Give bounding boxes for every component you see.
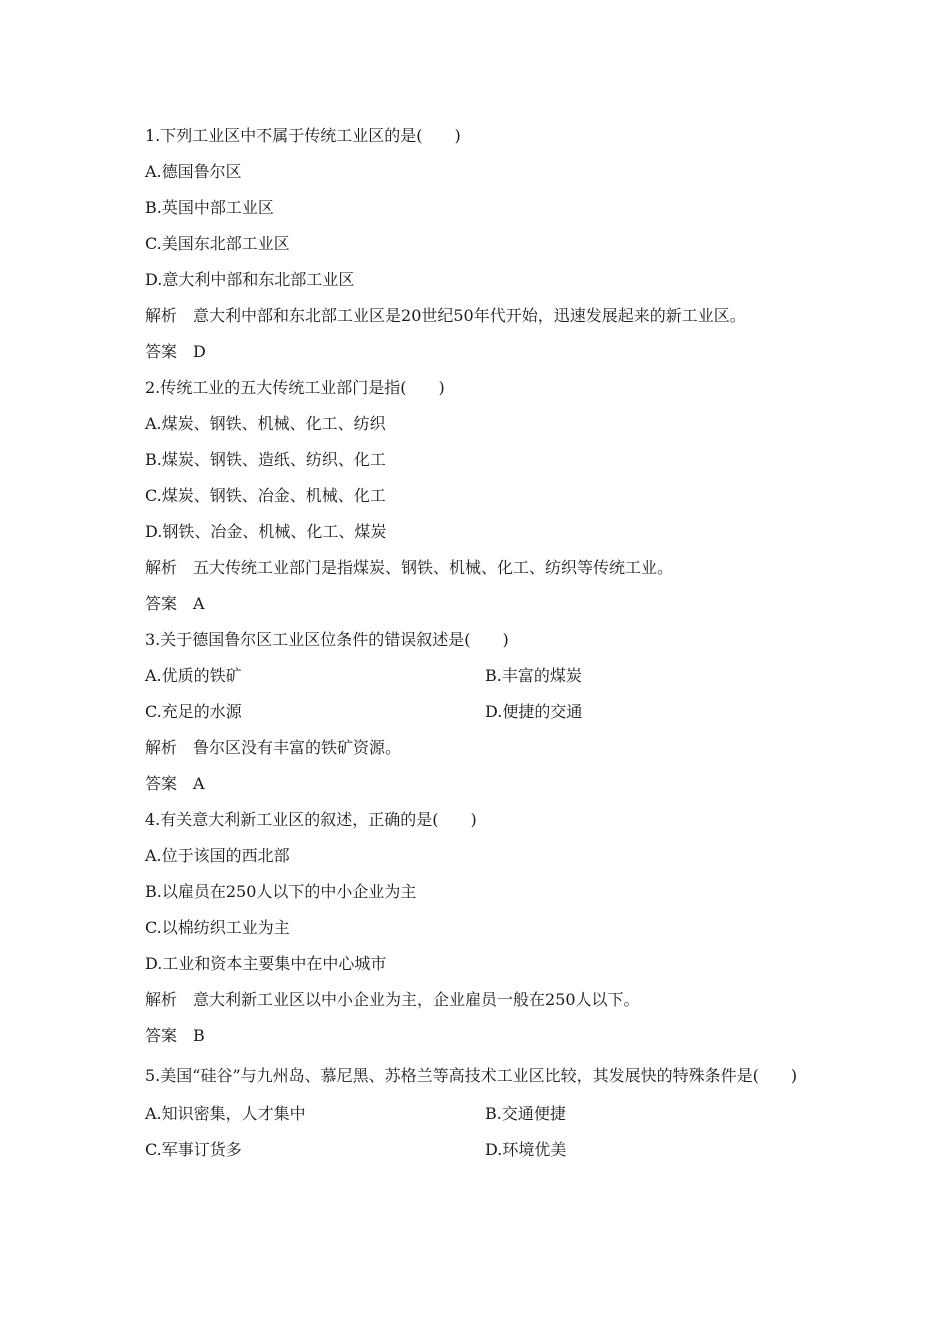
question-5-option-d: D.环境优美 (485, 1140, 567, 1159)
question-5-stem: 5.美国“硅谷”与九州岛、慕尼黑、苏格兰等高技术工业区比较，其发展快的特殊条件是( ) (145, 1066, 798, 1085)
question-3-stem: 3.关于德国鲁尔区工业区位条件的错误叙述是( ) (145, 630, 509, 649)
answer-label: 答案 (145, 1026, 178, 1045)
analysis-label: 解析 (145, 306, 178, 325)
analysis-label: 解析 (145, 990, 178, 1009)
analysis-text: 鲁尔区没有丰富的铁矿资源。 (193, 738, 402, 757)
answer-label: 答案 (145, 594, 178, 613)
question-2-option-c: C.煤炭、钢铁、冶金、机械、化工 (145, 486, 386, 505)
question-4-option-d: D.工业和资本主要集中在中心城市 (145, 954, 387, 973)
question-2-answer (145, 590, 825, 626)
question-1-answer (145, 338, 825, 374)
question-1-option-d: D.意大利中部和东北部工业区 (145, 270, 355, 289)
answer-label: 答案 (145, 342, 178, 361)
question-5-option-b: B.交通便捷 (485, 1104, 566, 1123)
analysis-text: 五大传统工业部门是指煤炭、钢铁、机械、化工、纺织等传统工业。 (193, 558, 674, 577)
question-4-option-a: A.位于该国的西北部 (145, 846, 290, 865)
question-4-answer (145, 1022, 825, 1058)
question-3-option-c: C.充足的水源 (145, 702, 242, 721)
analysis-text: 意大利新工业区以中小企业为主，企业雇员一般在250人以下。 (193, 990, 640, 1009)
question-3-answer (145, 770, 825, 806)
question-1-option-c: C.美国东北部工业区 (145, 234, 290, 253)
question-3-analysis (145, 734, 825, 770)
analysis-text: 意大利中部和东北部工业区是20世纪50年代开始，迅速发展起来的新工业区。 (193, 306, 746, 325)
document-page (145, 122, 825, 1172)
answer-label: 答案 (145, 774, 178, 793)
question-4-analysis (145, 986, 825, 1022)
question-3-option-b: B.丰富的煤炭 (485, 666, 582, 685)
question-1-option-b: B.英国中部工业区 (145, 198, 274, 217)
answer-value: A (193, 774, 205, 793)
question-2-option-d: D.钢铁、冶金、机械、化工、煤炭 (145, 522, 387, 541)
question-3-options-row-1 (145, 662, 825, 698)
question-2-stem: 2.传统工业的五大传统工业部门是指( ) (145, 378, 445, 397)
question-4-stem: 4.有关意大利新工业区的叙述，正确的是( ) (145, 810, 477, 829)
analysis-label: 解析 (145, 558, 178, 577)
question-1-analysis (145, 302, 825, 338)
question-2-analysis (145, 554, 825, 590)
answer-value: D (193, 342, 206, 361)
question-4-option-c: C.以棉纺织工业为主 (145, 918, 290, 937)
question-5-options-row-2 (145, 1136, 825, 1172)
answer-value: B (193, 1026, 205, 1045)
question-4-option-b: B.以雇员在250人以下的中小企业为主 (145, 882, 417, 901)
question-3-option-a: A.优质的铁矿 (145, 666, 242, 685)
question-5-option-a: A.知识密集，人才集中 (145, 1104, 306, 1123)
question-2-option-a: A.煤炭、钢铁、机械、化工、纺织 (145, 414, 386, 433)
question-2-option-b: B.煤炭、钢铁、造纸、纺织、化工 (145, 450, 386, 469)
question-1-option-a: A.德国鲁尔区 (145, 162, 242, 181)
question-3-options-row-2 (145, 698, 825, 734)
question-1-stem: 1.下列工业区中不属于传统工业区的是( ) (145, 126, 461, 145)
question-5-option-c: C.军事订货多 (145, 1140, 242, 1159)
question-5-options-row-1 (145, 1100, 825, 1136)
analysis-label: 解析 (145, 738, 178, 757)
answer-value: A (193, 594, 205, 613)
question-3-option-d: D.便捷的交通 (485, 702, 583, 721)
